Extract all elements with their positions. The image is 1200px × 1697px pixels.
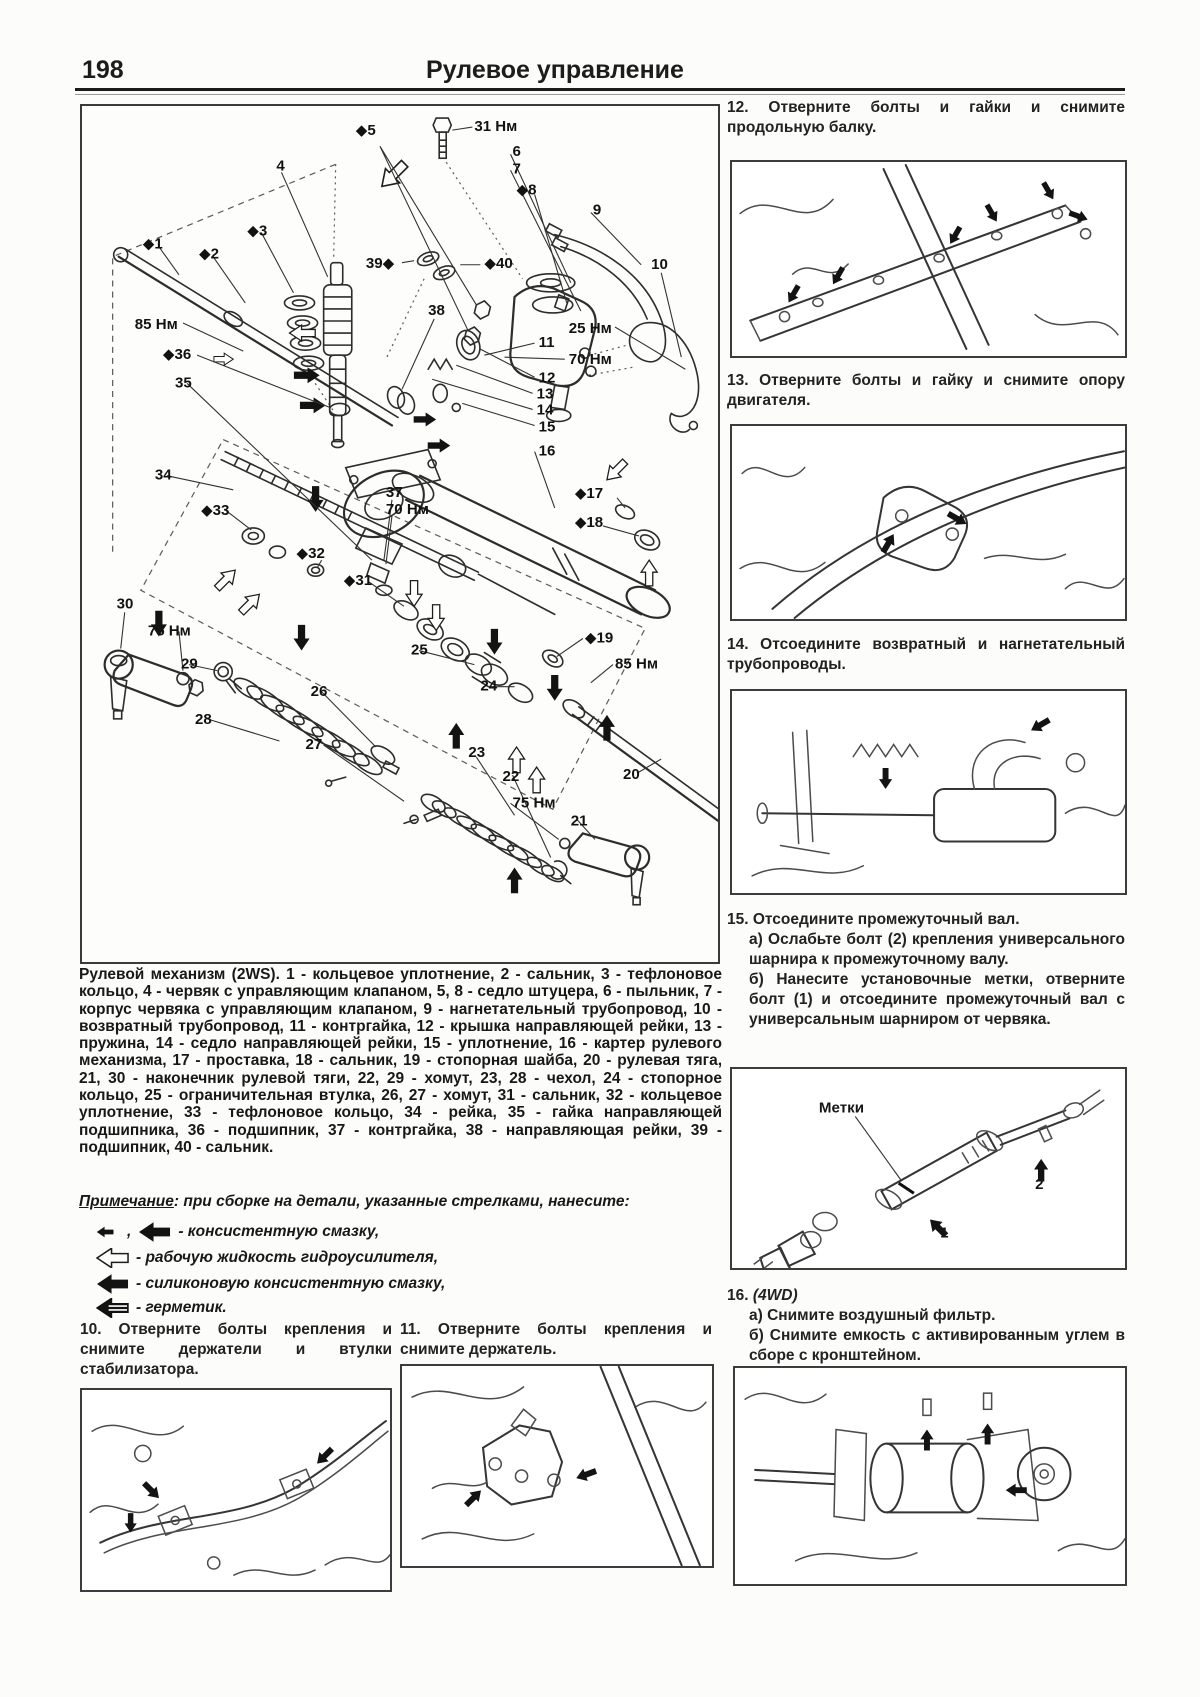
marks-label: Метки [818, 1099, 865, 1117]
note-item-text: - герметик. [136, 1299, 227, 1316]
step-15b-text: б) Нанесите установочные метки, отверните болт (1) и отсоедините промежуточный вал с универсальным шарниром от червяка. [749, 971, 1125, 1028]
stabilizer-photo-drawing [82, 1390, 390, 1590]
rack-guide-parts [385, 327, 484, 416]
photo-step-14 [730, 689, 1127, 895]
part-label: ◆32 [296, 545, 325, 563]
torque-label: 85 Нм [134, 316, 178, 334]
note-item-silicone [96, 1272, 445, 1296]
photo-step-11 [400, 1364, 714, 1568]
note-intro-label: Примечание [79, 1193, 174, 1210]
note-item-psf [96, 1246, 438, 1270]
step-15-text: 15. Отсоедините промежуточный вал. [727, 911, 1020, 928]
part-label: 4 [276, 157, 285, 175]
step-16a-text: а) Снимите воздушный фильтр. [749, 1307, 996, 1324]
header-rule-shadow [75, 94, 1125, 95]
torque-label: 75 Нм [147, 622, 191, 640]
part-label: 30 [116, 595, 134, 613]
holder-photo-drawing [402, 1366, 712, 1566]
note-intro-text: : при сборке на детали, указанные стрелками, нанесите: [173, 1193, 630, 1210]
note-comma: , [127, 1223, 132, 1240]
part-label: ◆8 [516, 181, 537, 199]
sealant-arrow-icon [96, 1298, 129, 1318]
part-label: ◆40 [484, 254, 513, 272]
step-12-text: 12. Отверните болты и гайки и снимите продольную балку. [727, 99, 1125, 136]
note-item-sealant [96, 1296, 227, 1320]
torque-label: 75 Нм [512, 794, 556, 812]
note-item-text: - силиконовую консистентную смазку, [136, 1275, 446, 1292]
part-label: 24 [480, 677, 498, 695]
note-item-text: - рабочую жидкость гидроусилителя, [136, 1249, 439, 1266]
engine-mount-photo-drawing [732, 426, 1125, 619]
tie-rod-end-21-part [560, 833, 649, 904]
tie-rod-20-part [560, 696, 718, 823]
intermediate-shaft-photo-drawing [732, 1069, 1125, 1268]
part-label: 9 [592, 201, 602, 219]
longitudinal-beam-photo-drawing [732, 162, 1125, 356]
step-11-text: 11. Отверните болты крепления и снимите держатель. [400, 1321, 712, 1358]
photo-step-16 [733, 1366, 1127, 1586]
part-label: ◆19 [584, 629, 614, 647]
part-label: 25 [411, 641, 428, 659]
part-label: 22 [502, 768, 520, 786]
part-label: ◆36 [162, 346, 192, 364]
step-16-block [727, 1286, 1125, 1366]
part-label: ◆5 [355, 122, 376, 140]
note-item-text: - консистентную смазку, [178, 1223, 380, 1240]
part-label: 21 [570, 812, 588, 830]
page-number: 198 [82, 56, 124, 84]
steering-gear-exploded-figure [80, 104, 720, 964]
exploded-diagram-drawing [82, 106, 718, 962]
part-label: ◆17 [574, 484, 604, 502]
part-label: 38 [428, 301, 445, 319]
step-15-block [727, 910, 1125, 1030]
part-label: 6 [512, 143, 521, 161]
part-label: 35 [174, 374, 192, 392]
step-15a-text: а) Ослабьте болт (2) крепления универсального шарнира к промежуточному валу. [749, 931, 1125, 968]
part-label: ◆18 [574, 513, 604, 531]
part-label: 12 [538, 369, 556, 387]
psf-arrow-icon [96, 1248, 129, 1268]
photo-step-15 [730, 1067, 1127, 1270]
part-label: 26 [310, 682, 328, 700]
step-16-text: 16. (4WD) [727, 1287, 798, 1304]
part-label: 11 [538, 334, 555, 352]
part-label: 14 [536, 401, 554, 419]
part-label: ◆1 [142, 235, 163, 253]
part-label: 20 [623, 766, 640, 784]
part-label: 28 [195, 710, 212, 728]
bolt-2-label: 2 [1035, 1176, 1044, 1194]
part-label: 16 [538, 442, 556, 460]
part-label: 27 [305, 736, 323, 754]
part-label: 34 [154, 466, 172, 484]
part-label: 29 [180, 655, 198, 673]
part-label: 39◆ [365, 254, 395, 272]
tie-rod-part [114, 245, 398, 426]
header-rule [75, 88, 1125, 91]
figure-caption: Рулевой механизм (2WS). 1 - кольцевое уплотнение, 2 - сальник, 3 - тефлоновое кольцо, 4 - червяк с управляющим клапаном, 5, 8 - седло штуцера, 6 - пыльник, 7 - корпус червяка с управляющим клапаном, 9 - нагнетательный трубопровод, 10 - возвратный трубопровод, 11 - контргайка, 12 - крышка направляющей рейки, 13 - пружина, 14 - седло направляющей рейки, 15 - уплотнение, 16 - картер рулевого механизма, 17 - проставка, 18 - сальник, 19 - стопорная шайба, 20 - рулевая тяга, 21, 30 - наконечник рулевой тяги, 22, 29 - хомут, 23, 28 - чехол, 24 - стопорное кольцо, 25 - ограничительная втулка, 26, 27 - хомут, 31 - сальник, 32 - кольцевое уплотнение, 33 - тефлоновое кольцо, 34 - рейка, 35 - гайка направляющей подшипника, 36 - подшипник, 37 - контргайка, 38 - направляющая рейки, 39 - подшипник, 40 - сальник. [79, 966, 722, 1156]
torque-label: 85 Нм [615, 655, 658, 673]
step-16b-text: б) Снимите емкость с активированным углем в сборе с кронштейном. [749, 1327, 1125, 1364]
part-label: ◆2 [199, 245, 220, 263]
part-label: ◆31 [343, 572, 373, 590]
grease-arrow-icon [138, 1222, 171, 1242]
torque-label: 70 Нм [568, 351, 612, 369]
bolt-1-label: 1 [940, 1224, 949, 1242]
part-label: ◆33 [201, 501, 230, 519]
boot-28-part [214, 663, 399, 787]
part-label: 7 [512, 160, 521, 178]
part-label: ◆3 [247, 222, 268, 240]
step-14-text: 14. Отсоедините возвратный и нагнетательный трубопроводы. [727, 636, 1125, 673]
control-valve-part [324, 263, 352, 448]
part-label: 15 [538, 418, 556, 436]
note-item-grease [96, 1220, 379, 1244]
part-label: 37 [385, 483, 403, 501]
rack-housing-part [385, 467, 675, 624]
torque-label: 31 Нм [474, 118, 518, 136]
part-label: 10 [651, 255, 668, 273]
step-10-text: 10. Отверните болты крепления и снимите держатели и втулки стабилизатора. [80, 1321, 392, 1378]
silicone-arrow-icon [96, 1274, 129, 1294]
torque-label: 70 Нм [385, 500, 429, 518]
pipes-photo-drawing [732, 691, 1125, 893]
torque-label: 25 Нм [568, 320, 612, 338]
page-title: Рулевое управление [426, 56, 684, 84]
note-intro [79, 1193, 722, 1211]
part-label: 23 [468, 744, 486, 762]
photo-step-10 [80, 1388, 392, 1592]
photo-step-13 [730, 424, 1127, 621]
part-label: 13 [536, 385, 554, 403]
photo-step-12 [730, 160, 1127, 358]
charcoal-canister-photo-drawing [735, 1368, 1125, 1584]
step-13-text: 13. Отверните болты и гайку и снимите опору двигателя. [727, 372, 1125, 409]
grease-arrow-small-icon [96, 1224, 120, 1240]
